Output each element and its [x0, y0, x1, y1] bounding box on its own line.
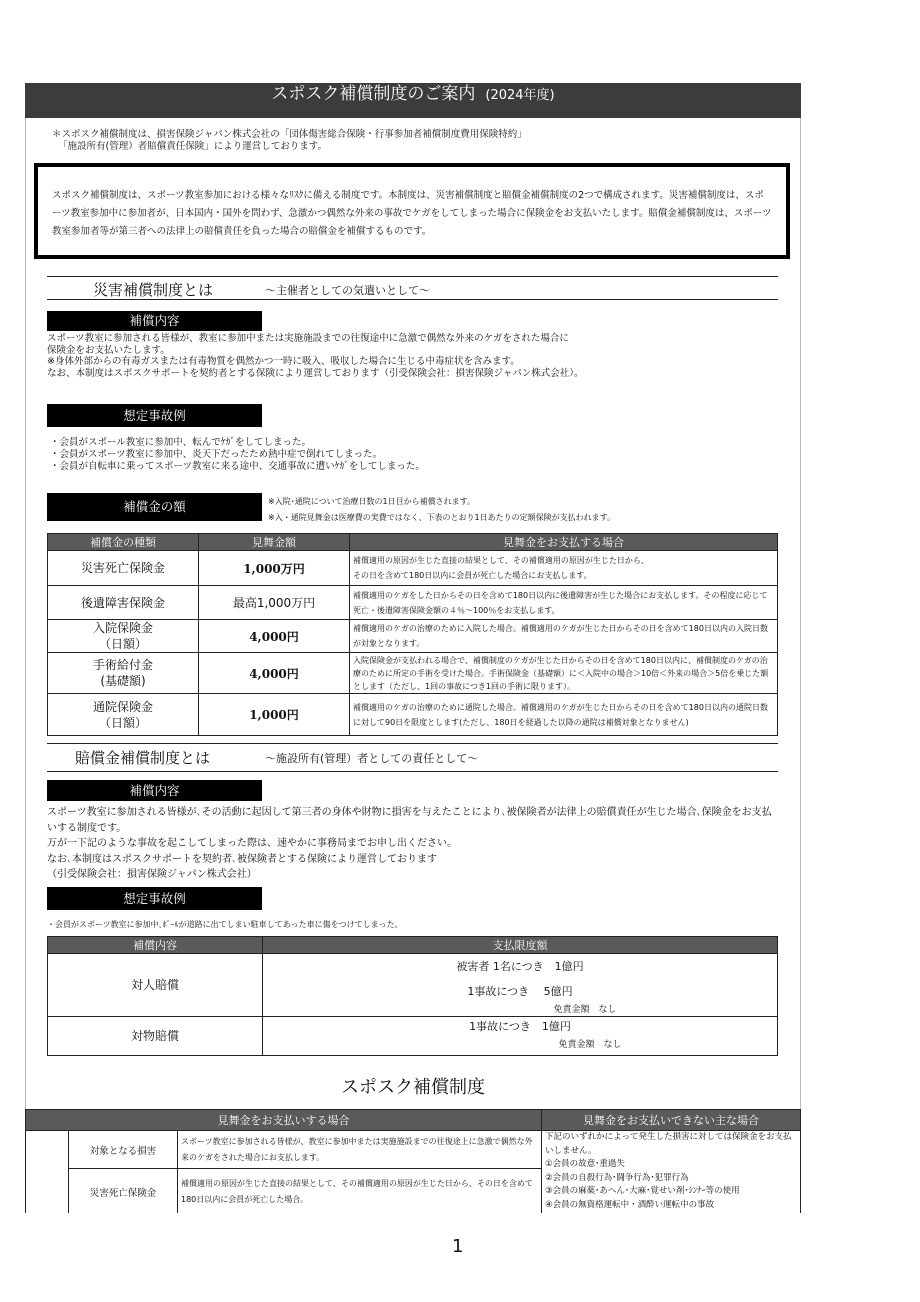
liability-content [47, 805, 778, 883]
exclusion-item: ③会員の麻薬･あへん･大麻･覚せい剤･ｼﾝﾅｰ等の使用 [545, 1186, 740, 1196]
text-line: スポーツ教室に参加される皆様が、教室に参加中または実施施設までの往復途中に急激で偶然な外来のケガをされた場合に [47, 333, 569, 344]
table-row [48, 620, 778, 653]
content-label: 補償内容 [47, 780, 262, 801]
divider [47, 771, 778, 772]
benefit-amount: 4,000円 [199, 653, 350, 694]
coverage-limit [263, 954, 778, 1017]
coverage-type: 対物賠償 [48, 1017, 263, 1056]
table-row [48, 1017, 778, 1056]
column-header: 見舞金をお支払いできない主な場合 [542, 1110, 801, 1131]
benefit-amount: 最高1,000万円 [199, 586, 350, 620]
deductible: 免責金額 なし [553, 1005, 617, 1015]
section-title: 賠償金補償制度とは [75, 749, 211, 767]
table-row [48, 551, 778, 586]
disaster-content [47, 333, 584, 379]
benefit-type: 手術給付金 (基礎額) [48, 653, 199, 694]
list-item: ・会員がスポーツ教室に参加中､ﾎﾞｰﾙが道路に出てしまい駐車してあった車に傷をつけてしまった。 [47, 920, 403, 929]
year-label: (2024年度) [485, 88, 555, 103]
benefit-desc: 補償適用の原因が生じた直接の結果として、その補償適用の原因が生じた日から、 その日を含めて180日以内に会員が死亡した場合にお支払します。 [350, 551, 778, 586]
amount-notes [268, 494, 615, 526]
benefit-table [47, 533, 778, 736]
divider [47, 299, 778, 300]
benefit-amount: 4,000円 [199, 620, 350, 653]
exclusion-item: ④会員の無資格運転中・酒酔い運転中の事故 [545, 1199, 715, 1210]
intro-note-line: ＊スポスク補償制度は、損害保険ジャパン株式会社の「団体傷害総合保険・行事参加者補償制度費用保険特約」 [52, 129, 527, 140]
exclusion-intro: 下記のいずれかによって発生した損害に対しては保険金をお支払いしません。 [545, 1132, 792, 1156]
list-item: ・会員がスポール教室に参加中、転んでｹｶﾞをしてしまった。 [50, 437, 312, 448]
text-line: スポーツ教室に参加される皆様が､その活動に起因して第三者の身体や財物に損害を与えたことにより､被保険者が法律上の賠償責任が生じた場合､保険金をお支払いする制度です。 [47, 807, 772, 834]
text-line: 保険金をお支払いたします。 [47, 344, 170, 356]
column-header: 支払限度額 [263, 937, 778, 954]
deductible: 免責金額 なし [558, 1040, 622, 1050]
table-row [26, 1131, 801, 1169]
intro-note [52, 129, 527, 153]
benefit-type: 通院保険金 （日額） [48, 694, 199, 736]
column-header: 見舞金をお支払する場合 [350, 534, 778, 551]
note: ※入院･通院について治療日数の1日目から補償されます。 [268, 497, 475, 506]
page-number: 1 [452, 1236, 464, 1257]
limit-line: 1事故につき 5億円 [467, 985, 573, 998]
section-subtitle: ～施設所有(管理）者としての責任として～ [265, 752, 479, 765]
section-title: 災害補償制度とは [93, 281, 214, 299]
list-item: ・会員がスポーツ教室に参加中、炎天下だったため熱中症で倒れてしまった。 [50, 449, 383, 460]
text-line: なお､本制度はスポスクサポートを契約者､被保険者とする保険により運営しております [47, 853, 437, 865]
coverage-type: 対人賠償 [48, 954, 263, 1017]
benefit-amount: 1,000円 [199, 694, 350, 736]
benefit-desc: 補償適用のケガの治療のために通院した場合。補償適用のケガが生じた日からその日を含めて180日以内の通院日数に対して90日を限度とします(ただし、180日を経過した以降の通院は補償対象となりません) [350, 694, 778, 736]
system-table [25, 1109, 801, 1213]
benefit-desc: 補償適用のケガの治療のために入院した場合。補償適用のケガが生じた日からその日を含めて180日以内の入院日数が対象となります。 [350, 620, 778, 653]
divider [47, 743, 778, 744]
benefit-desc: 入院保険金が支払われる場合で、補償制度のケガが生じた日からその日を含めて180日以内に、補償制度のケガの治療のために所定の手術を受けた場合。手術保険金（基礎額）に＜入院中の場合＞10倍＜外来の場合＞5倍を乗じた額とします（ただし、1回の事故につき1回の手術に限ります）。 [350, 653, 778, 694]
divider [47, 276, 778, 277]
coverage-limit [263, 1017, 778, 1056]
limit-line: 1事故につき 1億円 [469, 1020, 571, 1033]
page-header [25, 83, 801, 118]
note: ※入・通院見舞金は医療費の実費ではなく、下表のとおり1日あたりの定額保険が支払われます。 [268, 513, 615, 522]
system-table-wrap [25, 1109, 801, 1213]
table-row [48, 586, 778, 620]
page-title: スポスク補償制度のご案内 [271, 84, 476, 104]
benefit-type: 災害死亡保険金 [48, 551, 199, 586]
table-row [48, 653, 778, 694]
column-header: 補償金の種類 [48, 534, 199, 551]
exclusions [542, 1131, 801, 1214]
summary-box [34, 163, 790, 259]
text-line: ※身体外部からの有毒ガスまたは有毒物質を偶然かつ一時に吸入、吸収した場合に生じる中毒症状を含みます。 [47, 356, 520, 367]
summary-text: スポスク補償制度は、スポーツ教室参加における様々なﾘｽｸに備える制度です。本制度は、災害補償制度と賠償金補償制度の2つで構成されます。災害補償制度は、スポーツ教室参加中に参加者が、日本国内・国外を問わず、急激かつ偶然な外来の事故でケガをしてしまった場合に保険金をお支払いたします。賠償金補償制度は、スポーツ教室参加者等が第三者への法律上の賠償責任を負った場合の賠償金を補償するものです。 [52, 190, 772, 237]
exclusion-item: ①会員の故意･重過失 [545, 1159, 625, 1169]
section-subtitle: ～主催者としての気遣いとして～ [265, 284, 430, 297]
benefit-type: 入院保険金 （日額） [48, 620, 199, 653]
column-header: 見舞金をお支払いする場合 [26, 1110, 542, 1131]
disaster-examples [50, 437, 425, 473]
amount-label: 補償金の額 [47, 493, 262, 521]
examples-label: 想定事故例 [47, 404, 262, 427]
table-row [48, 694, 778, 736]
list-item: ・会員が自転車に乗ってスポーツ教室に来る途中、交通事故に遭いｹｶﾞをしてしまった。 [50, 461, 425, 472]
limit-line: 被害者 1名につき 1億円 [456, 960, 584, 973]
benefit-desc: 補償適用のケガをした日からその日を含めて180日以内に後遺障害が生じた場合にお支払します。その程度に応じて死亡・後遺障害保険金額の４％～100％をお支払します。 [350, 586, 778, 620]
text-line: 万が一下記のような事故を起こしてしまった際は、速やかに事務局までお申し出ください。 [47, 838, 457, 849]
system-title: スポスク補償制度 [341, 1077, 485, 1098]
item-label: 対象となる損害 [69, 1131, 178, 1169]
column-header: 見舞金額 [199, 534, 350, 551]
text-line: なお、本制度はスポスクサポートを契約者とする保険により運営しております（引受保険会社：損害保険ジャパン株式会社）。 [47, 367, 584, 379]
item-label: 災害死亡保険金 [69, 1169, 178, 1214]
table-row [48, 954, 778, 1017]
examples-label: 想定事故例 [47, 887, 262, 910]
content-label: 補償内容 [47, 311, 262, 331]
blank-cell [26, 1131, 69, 1214]
benefit-amount: 1,000万円 [199, 551, 350, 586]
item-desc: 補償適用の原因が生じた直接の結果として、その補償適用の原因が生じた日から、その日を含めて180日以内に会員が死亡した場合。 [178, 1169, 542, 1214]
exclusion-item: ②会員の自殺行為･闘争行為･犯罪行為 [545, 1172, 689, 1183]
item-desc: スポーツ教室に参加される皆様が、教室に参加中または実施施設までの往復途上に急激で偶然な外来のケガをされた場合にお支払します。 [178, 1131, 542, 1169]
column-header: 補償内容 [48, 937, 263, 954]
intro-note-line: 「施設所有(管理）者賠償責任保険」により運営しております。 [58, 141, 327, 152]
benefit-type: 後遺障害保険金 [48, 586, 199, 620]
text-line: （引受保険会社：損害保険ジャパン株式会社） [47, 869, 257, 880]
liability-table [47, 936, 778, 1056]
